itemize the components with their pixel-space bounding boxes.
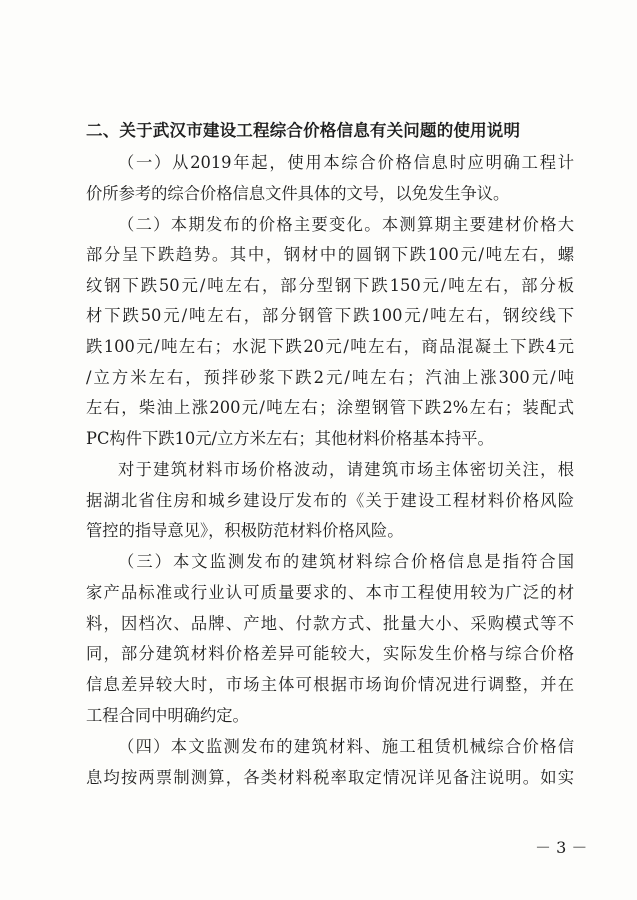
para-2-line: /立方米左右，预拌砂浆下跌2元/吨左右；汽油上涨300元/吨 [86,368,574,387]
para-2-line: 部分呈下跌趋势。其中，钢材中的圆钢下跌100元/吨左右，螺 [86,245,574,264]
para-4-line: 家产品标准或行业认可质量要求的、本市工程使用较为广泛的材 [86,583,574,602]
section-heading: 二、关于武汉市建设工程综合价格信息有关问题的使用说明 [86,121,521,140]
para-5-line: 息均按两票制测算，各类材料税率取定情况详见备注说明。如实 [86,768,574,787]
page-number: － 3 － [535,838,588,857]
para-1-line: 价所参考的综合价格信息文件具体的文号，以免发生争议。 [86,184,510,203]
para-1-line: （一）从2019年起，使用本综合价格信息时应明确工程计 [118,153,574,172]
para-5-line: （四）本文监测发布的建筑材料、施工租赁机械综合价格信 [118,737,574,756]
para-2-line: 左右，柴油上涨200元/吨左右；涂塑钢管下跌2%左右；装配式 [86,398,574,417]
para-4-line: 工程合同中明确约定。 [86,706,249,725]
para-2-line: 材下跌50元/吨左右，部分钢管下跌100元/吨左右，钢绞线下 [86,306,574,325]
para-4-line: （三）本文监测发布的建筑材料综合价格信息是指符合国 [118,552,574,571]
para-2-line: 纹钢下跌50元/吨左右，部分型钢下跌150元/吨左右，部分板 [86,276,574,295]
para-2-line: 跌100元/吨左右；水泥下跌20元/吨左右，商品混凝土下跌4元 [86,337,574,356]
para-3-line: 据湖北省住房和城乡建设厅发布的《关于建设工程材料价格风险 [86,491,574,510]
para-3-line: 对于建筑材料市场价格波动，请建筑市场主体密切关注，根 [118,460,574,479]
para-4-line: 同，部分建筑材料价格差异可能较大，实际发生价格与综合价格 [86,644,574,663]
para-4-line: 料，因档次、品牌、产地、付款方式、批量大小、采购模式等不 [86,614,574,633]
para-2-line: PC构件下跌10元/立方米左右；其他材料价格基本持平。 [86,429,494,448]
para-2-line: （二）本期发布的价格主要变化。本测算期主要建材价格大 [118,215,574,234]
para-3-line: 管控的指导意见》，积极防范材料价格风险。 [86,521,404,540]
para-4-line: 信息差异较大时，市场主体可根据市场询价情况进行调整，并在 [86,675,574,694]
